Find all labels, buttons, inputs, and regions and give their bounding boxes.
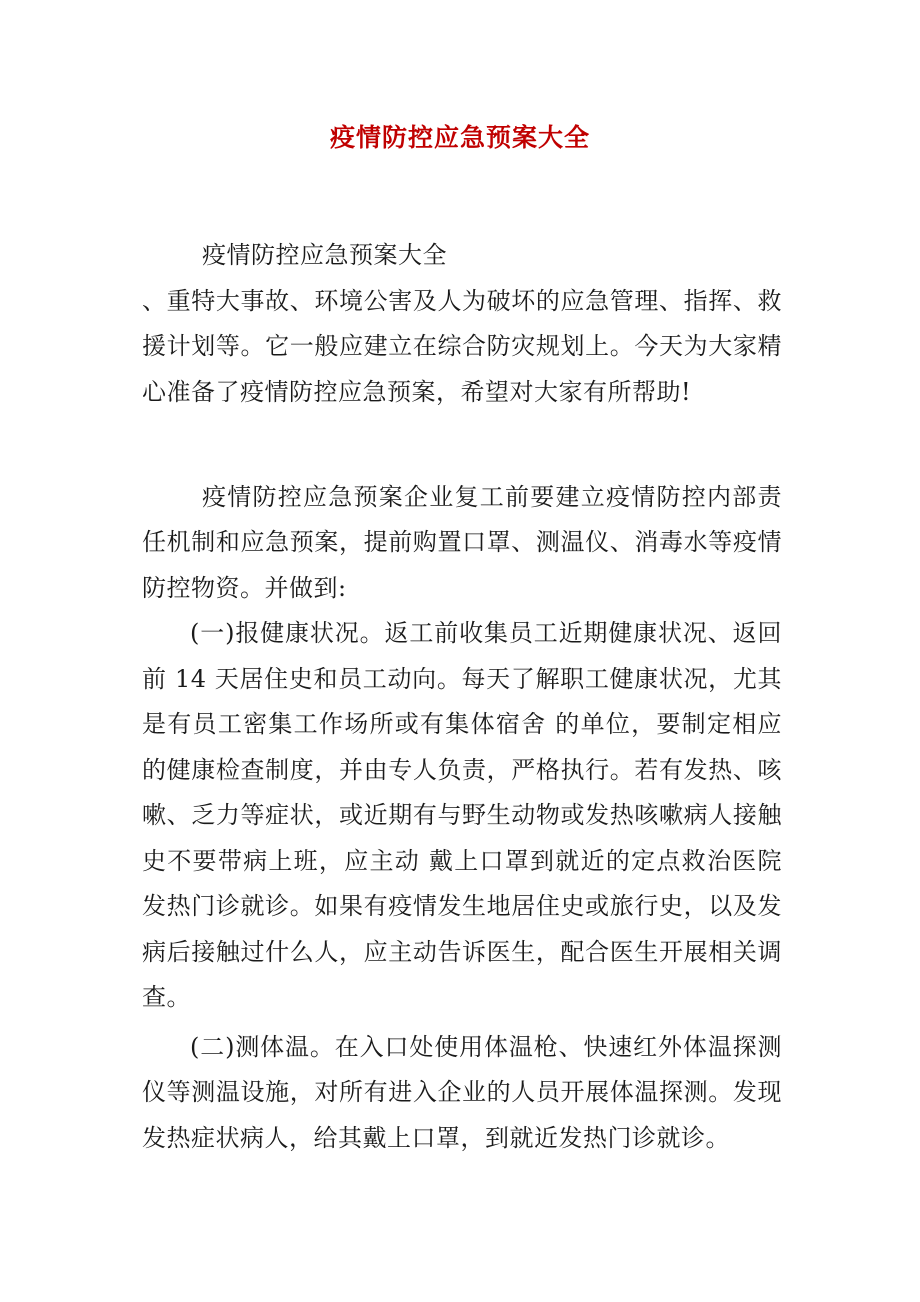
document-body bbox=[142, 233, 782, 1161]
paragraph-gap bbox=[142, 415, 782, 461]
body-heading: 疫情防控应急预案大全 bbox=[202, 241, 447, 269]
item-health-status: (一)报健康状况。返工前收集员工近期健康状况、返回前 14 天居住史和员工动向。每天了解职工健康状况，尤其是有员工密集工作场所或有集体宿舍 的单位，要制定相应的健康检查制度，并由专人负责，严格执行。若有发热、咳嗽、乏力等症状，或近期有与野生动物或发热咳嗽病人接触史不要带病上班，应主动 戴上口罩到就近的定点救治医院发热门诊就诊。如果有疫情发生地居住史或旅行史，以及发病后接触过什么人，应主动告诉医生，配合医生开展相关调查。 bbox=[142, 619, 782, 1011]
document-title: 疫情防控应急预案大全 bbox=[329, 123, 590, 152]
intro-paragraph: 、重特大事故、环境公害及人为破坏的应急管理、指挥、救援计划等。它一般应建立在综合防灾规划上。今天为大家精心准备了疫情防控应急预案，希望对大家有所帮助! bbox=[142, 286, 782, 406]
item-temperature-check: (二)测体温。在入口处使用体温枪、快速红外体温探测仪等测温设施，对所有进入企业的人员开展体温探测。发现发热症状病人，给其戴上口罩，到就近发热门诊就诊。 bbox=[142, 1032, 782, 1152]
main-paragraph: 疫情防控应急预案企业复工前要建立疫情防控内部责任机制和应急预案，提前购置口罩、测温仪、消毒水等疫情防控物资。并做到: bbox=[142, 482, 782, 602]
